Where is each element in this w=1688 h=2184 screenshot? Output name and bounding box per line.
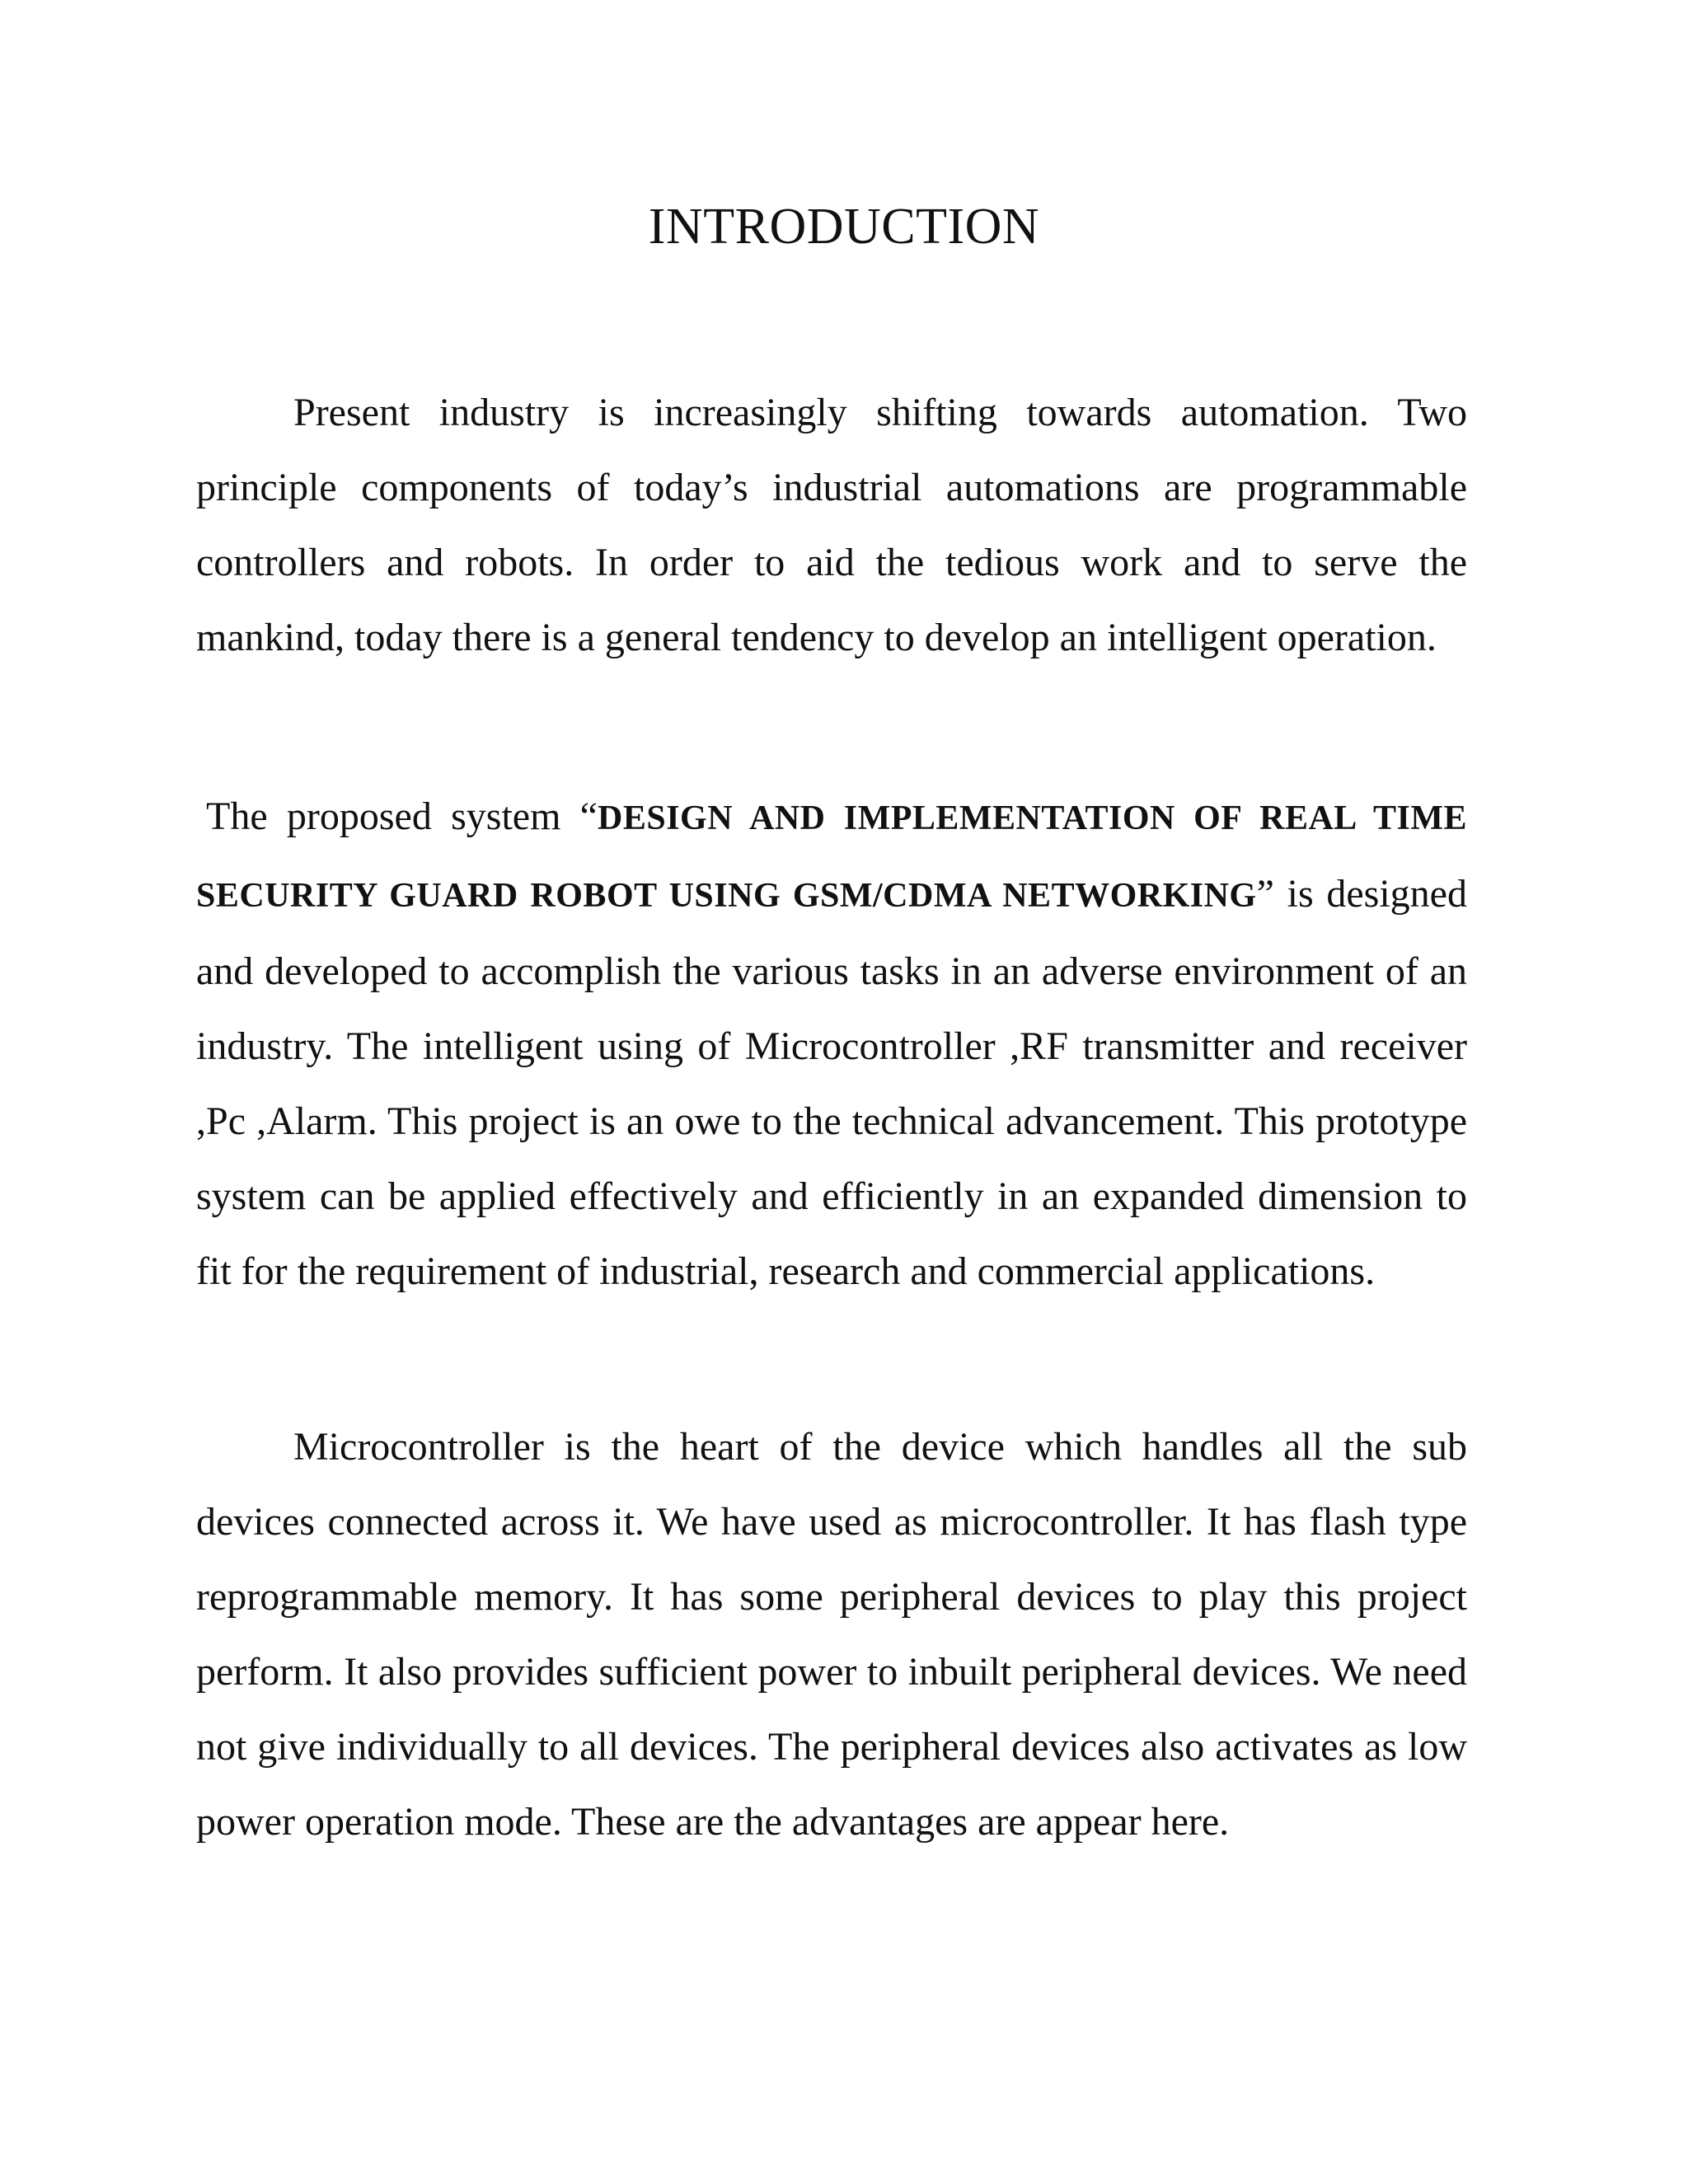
paragraph-lead-text: The proposed system “ (206, 794, 598, 838)
paragraph-microcontroller: Microcontroller is the heart of the device which handles all the sub devices connected across it. We have used as microcontroller. It has flash type reprogrammable memory. It has some peripheral devices to play this project perform. It also provides sufficient power to inbuilt peripheral devices. We need not give individually to all devices. The peripheral devices also activates as low power operation mode. These are the advantages are appear here. (196, 1425, 1467, 1844)
paragraph-proposed-system (196, 779, 1467, 1309)
page-title: INTRODUCTION (648, 199, 1040, 255)
paragraph-automation-intro: Present industry is increasingly shifting towards automation. Two principle components of today’s industrial automations are programmable controllers and robots. In order to aid the tedious work and to serve the mankind, today there is a general tendency to develop an intelligent operation. (196, 391, 1467, 659)
project-title-text: DESIGN AND IMPLEMENTATION OF REAL TIME SECURITY GUARD ROBOT USING GSM/CDMA NETWORKING (196, 799, 1467, 915)
paragraph-rest-text: ” is designed and developed to accomplish the various tasks in an adverse environment of an industry. The intelligent using of Microcontroller ,RF transmitter and receiver ,Pc ,Alarm. This project is an owe to the technical advancement. This prototype system can be applied effectively and efficiently in an expanded dimension to fit for the requirement of industrial, research and commercial applications. (196, 872, 1467, 1293)
